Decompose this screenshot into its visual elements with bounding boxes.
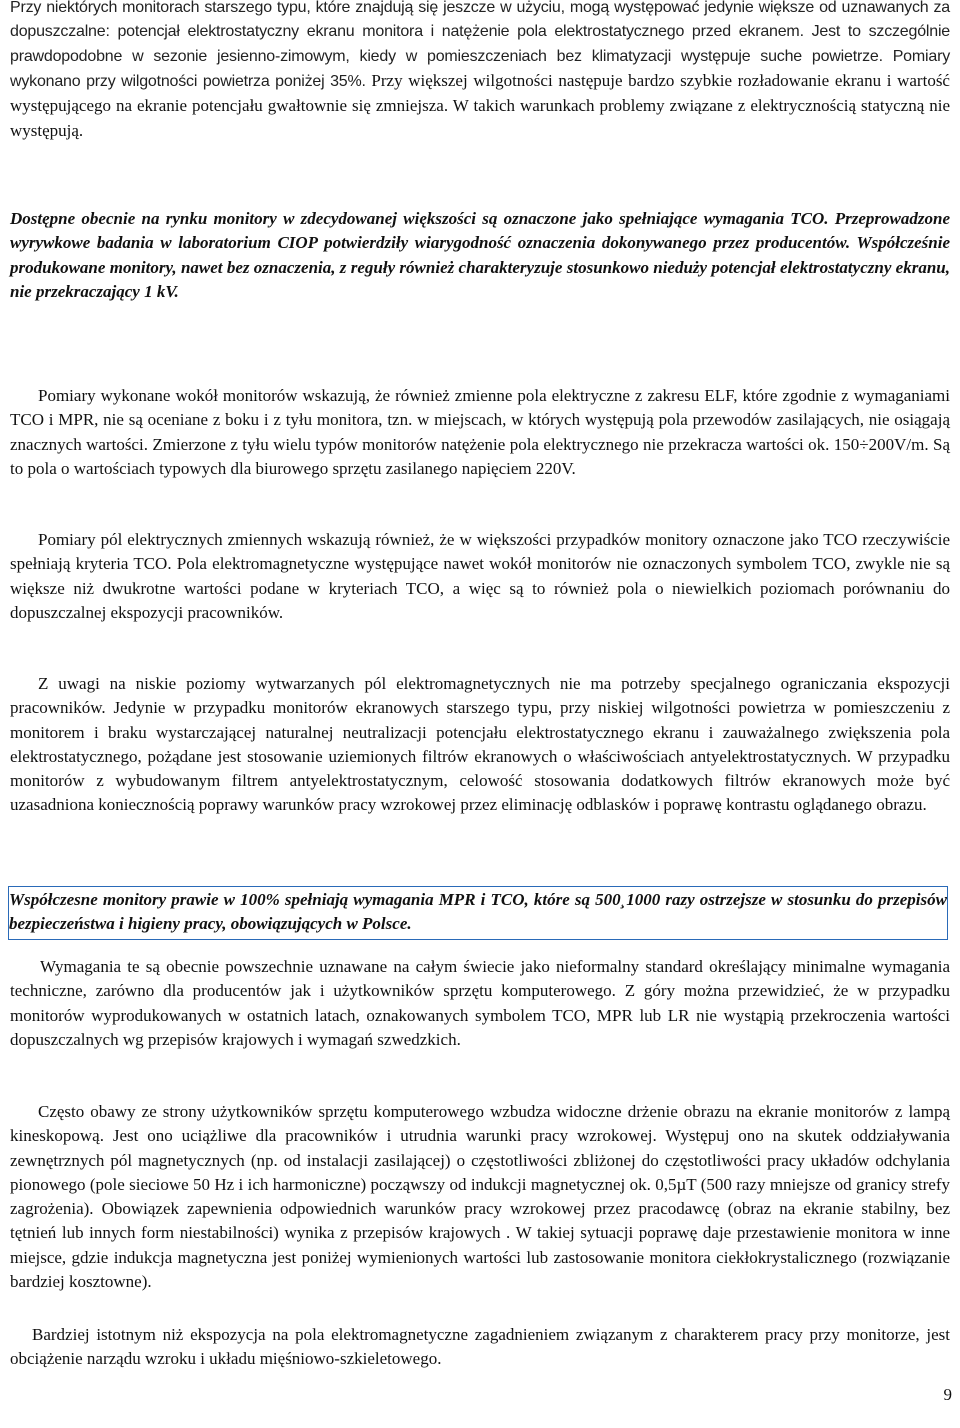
paragraph-electrostatic-intro-text: Przy niektórych monitorach starszego typu, które znajdują się jeszcze w użyciu, mogą występować jedynie większe od uznawanych za dopuszczalne: potencjał elektrostatyczny ekranu monitora i natężenie pola elektrostatycznego przed ekranem. Jest to szczególnie prawdopodobne w sezonie jesienno-zimowym, kiedy w pomieszczeniach bez klimatyzacji występuje suche powietrze. Pomiary wykonano przy wilgotności powietrza poniżej 35%.	[10, 0, 950, 90]
paragraph-standards: Wymagania te są obecnie powszechnie uznawane na całym świecie jako nieformalny standard określający minimalne wymagania techniczne, zarówno dla producentów jak i użytkowników sprzętu komputerowego. Z góry można przewidzieć, że w przypadku monitorów wyprodukowanych w ostatnich latach, oznakowanych symbolem TCO, MPR lub LR nie wystąpią przekroczenia wartości dopuszczalnych wg przepisów krajowych i wymagań szwedzkich.	[10, 957, 950, 1049]
paragraph-electrostatic-intro	[10, 0, 950, 145]
paragraph-eye-strain: Bardziej istotnym niż ekspozycja na pola elektromagnetyczne zagadnieniem związanym z charakterem pracy przy monitorze, jest obciążenie narządu wzroku i układu mięśniowo-szkieletowego.	[10, 1325, 950, 1369]
highlighted-summary-box: Współczesne monitory prawie w 100% spełniają wymagania MPR i TCO, które są 500¸1000 razy ostrzejsze w stosunku do przepisów bezpieczeństwa i higieny pracy, obowiązujących w Polsce.	[8, 886, 948, 940]
paragraph-screen-flicker: Często obawy ze strony użytkowników sprzętu komputerowego wzbudza widoczne drżenie obrazu na ekranie monitorów z lampą kineskopową. Jest ono uciążliwe dla pracowników i utrudnia warunki pracy wzrokowej. Występuj ono na skutek oddziaływania zewnętrznych pól magnetycznych (np. od instalacji zasilającej) o częstotliwości zbliżonej do częstotliwości pracy układów odchylania pionowego (pole sieciowe 50 Hz i ich harmoniczne) począwszy od indukcji magnetycznej ok. 0,5µT (500 razy mniejsze od granicy strefy zagrożenia). Obowiązek zapewnienia odpowiednich warunków pracy wzrokowej przez pracodawcę (obraz na ekranie stabilny, bez tętnień lub innych form niestabilności) wynika z przepisów krajowych . W takiej sytuacji poprawę daje przestawienie monitora w inne miejsce, gdzie indukcja magnetyczna jest poniżej wymienionych wartości lub zastosowanie monitora ciekłokrystalicznego (rozwiązanie bardziej kosztowne).	[10, 1102, 950, 1292]
paragraph-exposure-limits: Z uwagi na niskie poziomy wytwarzanych pól elektromagnetycznych nie ma potrzeby specjalnego ograniczania ekspozycji pracowników. Jedynie w przypadku monitorów ekranowych starszego typu, przy niskiej wilgotności powietrza w pomieszczeniu z monitorem i braku wystarczającej naturalnej neutralizacji potencjału elektrostatycznego ekranu i zauważalnego zwiększenia pola elektrostatycznego, pożądane jest stosowanie uziemionych filtrów ekranowych o właściwościach antyelektrostatycznych. W przypadku monitorów z wybudowanym filtrem antyelektrostatycznym, celowość stosowania dodatkowych filtrów ekranowych może być uzasadniona koniecznością poprawy warunków pracy wzrokowej przez eliminację odblasków i poprawę kontrastu oglądanego obrazu.	[10, 674, 950, 815]
paragraph-tco-criteria: Pomiary pól elektrycznych zmiennych wskazują również, że w większości przypadków monitory oznaczone jako TCO rzeczywiście spełniają kryteria TCO. Pola elektromagnetyczne występujące nawet wokół monitorów nie oznaczonych symbolem TCO, zwykle nie są większe niż dwukrotne wartości podane w kryteriach TCO, a więc są to również pola o niewielkich poziomach porównaniu do dopuszczalnej ekspozycji pracowników.	[10, 530, 950, 622]
paragraph-elf-fields: Pomiary wykonane wokół monitorów wskazują, że również zmienne pola elektryczne z zakresu ELF, które zgodnie z wymaganiami TCO i MPR, nie są oceniane z boku i z tyłu monitora, tzn. w miejscach, w których występują pola przewodów zasilających, nie osiągają znacznych wartości. Zmierzone z tyłu wielu typów monitorów natężenie pola elektrycznego nie przekracza wartości ok. 150÷200V/m. Są to pola o wartościach typowych dla biurowego sprzętu zasilanego napięciem 220V.	[10, 386, 950, 478]
paragraph-tco-market: Dostępne obecnie na rynku monitory w zdecydowanej większości są oznaczone jako spełniające wymagania TCO. Przeprowadzone wyrywkowe badania w laboratorium CIOP potwierdziły wiarygodność oznaczenia dokonywanego przez producentów. Współcześnie produkowane monitory, nawet bez oznaczenia, z reguły również charakteryzuje stosunkowo nieduży potencjał elektrostatyczny ekranu, nie przekraczający 1 kV.	[10, 209, 950, 301]
paragraph-humidity-text: Przy większej wilgotności następuje bardzo szybkie rozładowanie ekranu i wartość występującego na ekranie potencjału gwałtownie się zmniejsza. W takich warunkach problemy związane z elektrycznością statyczną nie występują.	[10, 70, 950, 141]
page-number: 9	[943, 1385, 952, 1404]
